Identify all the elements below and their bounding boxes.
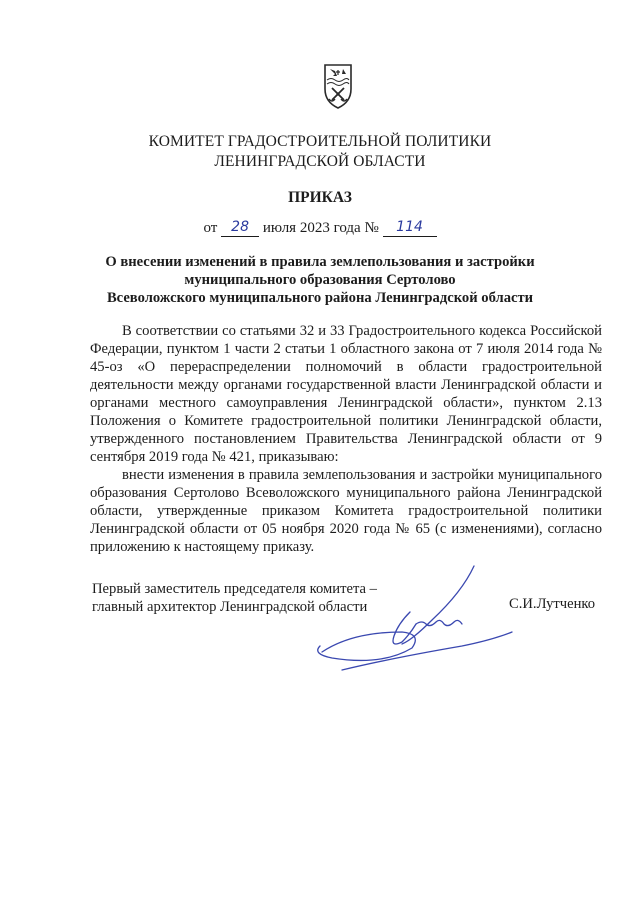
handwritten-number: 114	[396, 219, 423, 235]
position-line1: Первый заместитель председателя комитета –	[92, 581, 377, 597]
month-year: июля 2023 года №	[262, 220, 379, 236]
paragraph-text: внести изменения в правила землепользования и застройки муниципального образования Сертолово Всеволожского муниципального района Ленинградской области, утвержденные приказом Комитета градостроительной политики Ленинградской области от 05 ноября 2020 года № 65 (с изменениями), согласно приложению к настоящему приказу.	[90, 467, 602, 555]
date-prefix: от	[203, 220, 218, 236]
coat-of-arms-icon	[322, 62, 354, 110]
day-field	[221, 219, 259, 237]
body-paragraph-1	[90, 322, 602, 466]
handwritten-signature	[312, 562, 522, 682]
document-type: ПРИКАЗ	[288, 189, 352, 206]
signatory-name: С.И.Лутченко	[509, 596, 596, 612]
position-line2: главный архитектор Ленинградской области	[92, 599, 368, 615]
paragraph-text: В соответствии со статьями 32 и 33 Градостроительного кодекса Российской Федерации, пунктом 1 части 2 статьи 1 областного закона от 7 июля 2014 года № 45-оз «О перераспределении полномочий в области градостроительной деятельности между органами государственной власти Ленинградской области и органами местного самоуправления Ленинградской области», пунктом 2.13 Положения о Комитете градостроительной политики Ленинградской области, утвержденного постановлением Правительства Ленинградской области от 9 сентября 2019 года № 421, приказываю:	[90, 323, 602, 465]
order-date-line	[0, 219, 640, 237]
order-title-line2: муниципального образования Сертолово	[184, 272, 456, 288]
handwritten-day: 28	[231, 219, 249, 235]
number-field	[383, 219, 437, 237]
order-title-line3: Всеволожского муниципального района Ленинградской области	[106, 290, 534, 306]
organization-name-line1: КОМИТЕТ ГРАДОСТРОИТЕЛЬНОЙ ПОЛИТИКИ	[148, 133, 492, 150]
order-title-line1: О внесении изменений в правила землепользования и застройки	[105, 254, 535, 270]
body-paragraph-2	[90, 466, 602, 556]
organization-name-line2: ЛЕНИНГРАДСКОЙ ОБЛАСТИ	[214, 153, 426, 170]
